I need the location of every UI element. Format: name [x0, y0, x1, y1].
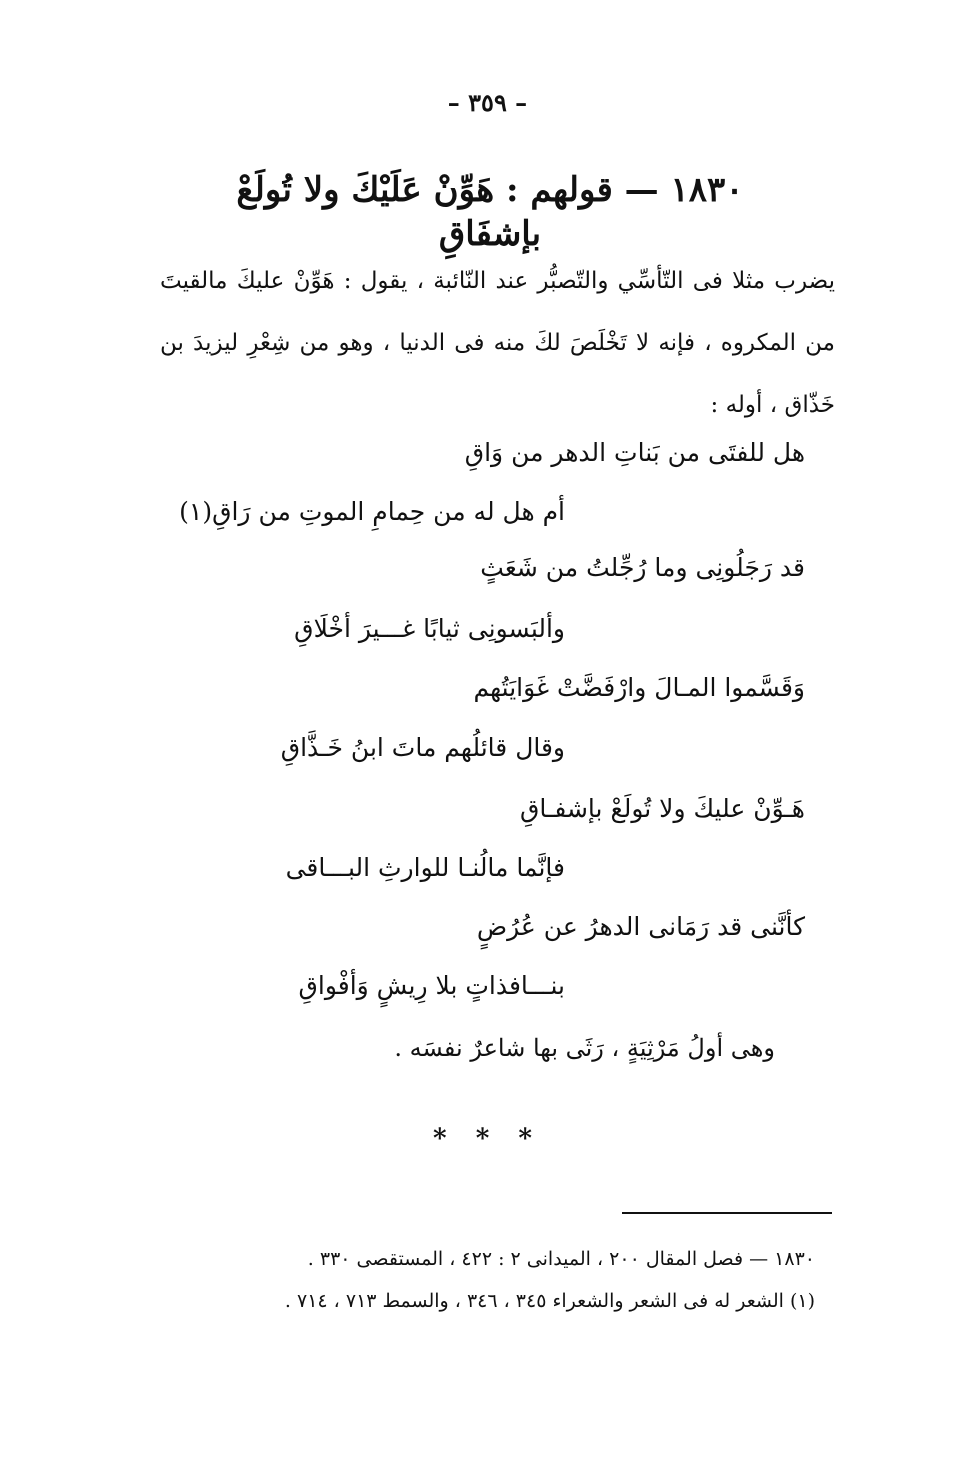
verse-line: أم هل له من حِمامِ الموتِ من رَاقِ(١): [179, 497, 565, 526]
footnote-sources: ١٨٣٠ — فصل المقال ٢٠٠ ، الميدانى ٢ : ٤٢٢ ، المستقصى ٣٣٠ .: [307, 1248, 815, 1270]
section-separator: * * *: [433, 1124, 542, 1154]
verse-line: كأنَّنى قد رَمَانى الدهرُ عن عُرُضٍ: [476, 912, 805, 941]
proverb-heading: ١٨٣٠ — قولهم : هَوِّنْ عَلَيْكَ ولا تُولَعْ بإشفَاقِ: [236, 170, 744, 255]
verse-line: هل للفتَى من بَناتِ الدهر من وَاقِ: [464, 438, 805, 467]
proverb-explanation: [160, 250, 835, 436]
footnote-rule: [622, 1212, 832, 1214]
verse-line: فإنَّما مالُنـا للوارثِ البـــاقى: [285, 853, 565, 882]
verse-line: بنـــافذاتٍ بلا رِيشٍ وَأفْواقِ: [298, 971, 565, 1000]
verse-line: هَـوِّنْ عليكَ ولا تُولَعْ بإشفـاقِ: [519, 794, 805, 823]
page-number: – ٣٥٩ –: [447, 88, 528, 117]
verse-line: وقال قائلُهم ماتَ ابنُ خَـذَّاقِ: [280, 733, 565, 762]
closing-remark: وهى أولُ مَرْثِيَةٍ ، رَثَى بها شاعرٌ نفسَه .: [394, 1034, 775, 1062]
verse-line: وألبَسونِى ثيابًا غـــيرَ أخْلَاقِ: [294, 614, 565, 643]
verse-line: قد رَجَلُونِى وما رُجِّلتُ من شَعَثٍ: [480, 553, 805, 582]
footnote-1: (١) الشعر له فى الشعر والشعراء ٣٤٥ ، ٣٤٦ ، والسمط ٧١٣ ، ٧١٤ .: [284, 1290, 815, 1312]
explanation-paragraph: يضرب مثلا فى التّأسِّي والتّصبُّر عند النّائبة ، يقول : هَوِّنْ عليكَ مالقيتَ من المكروه ، فإنه لا تَخْلَصَ لكَ منه فى الدنيا ، وهو من شِعْرِ ليزيدَ بن خَذّاق ، أوله :: [160, 268, 835, 418]
verse-line: وَقَسَّموا المـالَ وارْفَضَّتْ غَوَايَتُهم: [473, 673, 805, 702]
